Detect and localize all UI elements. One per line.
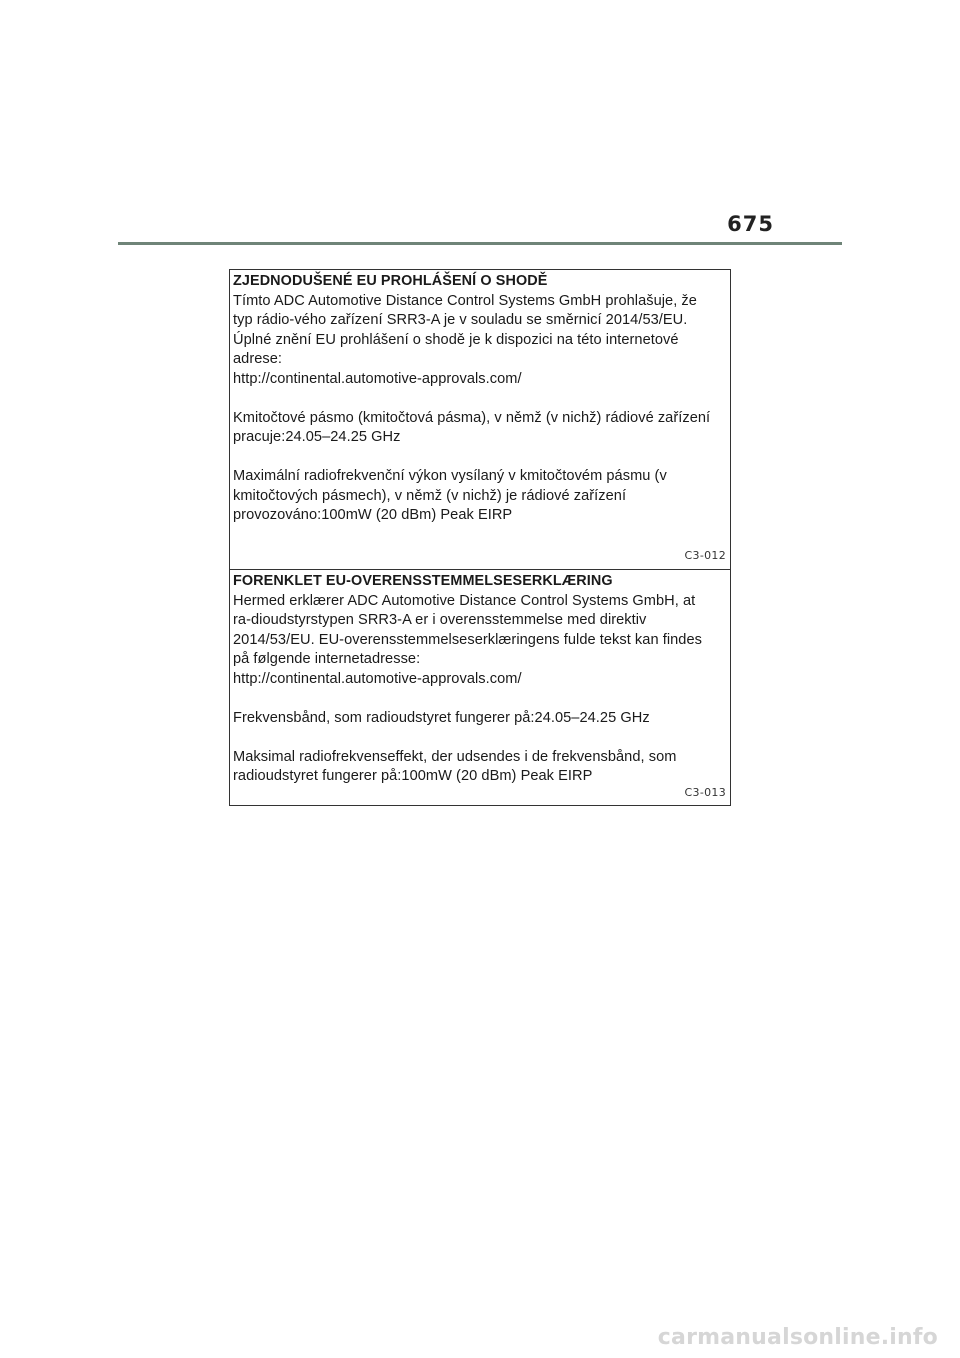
max-power-value: radioudstyret fungerer på:100mW (20 dBm) Peak EIRP	[233, 768, 593, 784]
max-power-text: Maximální radiofrekvenční výkon vysílaný v kmitočtovém pásmu (v	[233, 468, 667, 484]
paragraph-gap	[233, 389, 730, 409]
max-power-value: provozováno:100mW (20 dBm) Peak EIRP	[233, 507, 513, 523]
paragraph-gap	[233, 448, 730, 468]
paragraph-gap	[233, 689, 730, 709]
frequency-band-value: pracuje:24.05–24.25 GHz	[233, 429, 401, 445]
declaration-url: http://continental.automotive-approvals.com/	[233, 670, 522, 687]
paragraph-gap	[233, 728, 730, 748]
declaration-box-dk	[229, 569, 731, 806]
header-rule	[118, 242, 842, 245]
image-code: C3-013	[684, 785, 726, 799]
declaration-url: http://continental.automotive-approvals.com/	[233, 370, 522, 387]
frequency-band-text: Kmitočtové pásmo (kmitočtová pásma), v němž (v nichž) rádiové zařízení	[233, 409, 711, 426]
declaration-text-line: Tímto ADC Automotive Distance Control Systems GmbH prohlašuje, že	[233, 292, 697, 309]
declaration-title: FORENKLET EU-OVERENSSTEMMELSESERKLÆRING	[233, 573, 613, 589]
declaration-text-line: typ rádio-vého zařízení SRR3-A je v souladu se směrnicí 2014/53/EU.	[233, 312, 688, 328]
max-power-text: Maksimal radiofrekvenseffekt, der udsendes i de frekvensbånd, som	[233, 748, 677, 765]
declaration-title: ZJEDNODUŠENÉ EU PROHLÁŠENÍ O SHODĚ	[233, 273, 548, 289]
declaration-text-line: Úplné znění EU prohlášení o shodě je k dispozici na této internetové	[233, 331, 679, 348]
declaration-text-line: 2014/53/EU. EU-overensstemmelseserklæringens fulde tekst kan findes	[233, 631, 702, 648]
image-code: C3-012	[684, 548, 726, 562]
max-power-text: kmitočtových pásmech), v němž (v nichž) je rádiové zařízení	[233, 487, 627, 504]
footer-watermark: carmanualsonline.info	[657, 1325, 938, 1350]
declaration-text-line: Hermed erklærer ADC Automotive Distance Control Systems GmbH, at	[233, 592, 696, 609]
frequency-band-text: Frekvensbånd, som radioudstyret fungerer på:24.05–24.25 GHz	[233, 709, 650, 726]
declaration-text-line: på følgende internetadresse:	[233, 651, 421, 667]
declaration-box-cz	[229, 269, 731, 570]
declaration-text-line: ra-dioudstyrstypen SRR3-A er i overensstemmelse med direktiv	[233, 612, 647, 628]
page-number: 675	[727, 212, 774, 236]
declaration-text-line: adrese:	[233, 351, 283, 367]
